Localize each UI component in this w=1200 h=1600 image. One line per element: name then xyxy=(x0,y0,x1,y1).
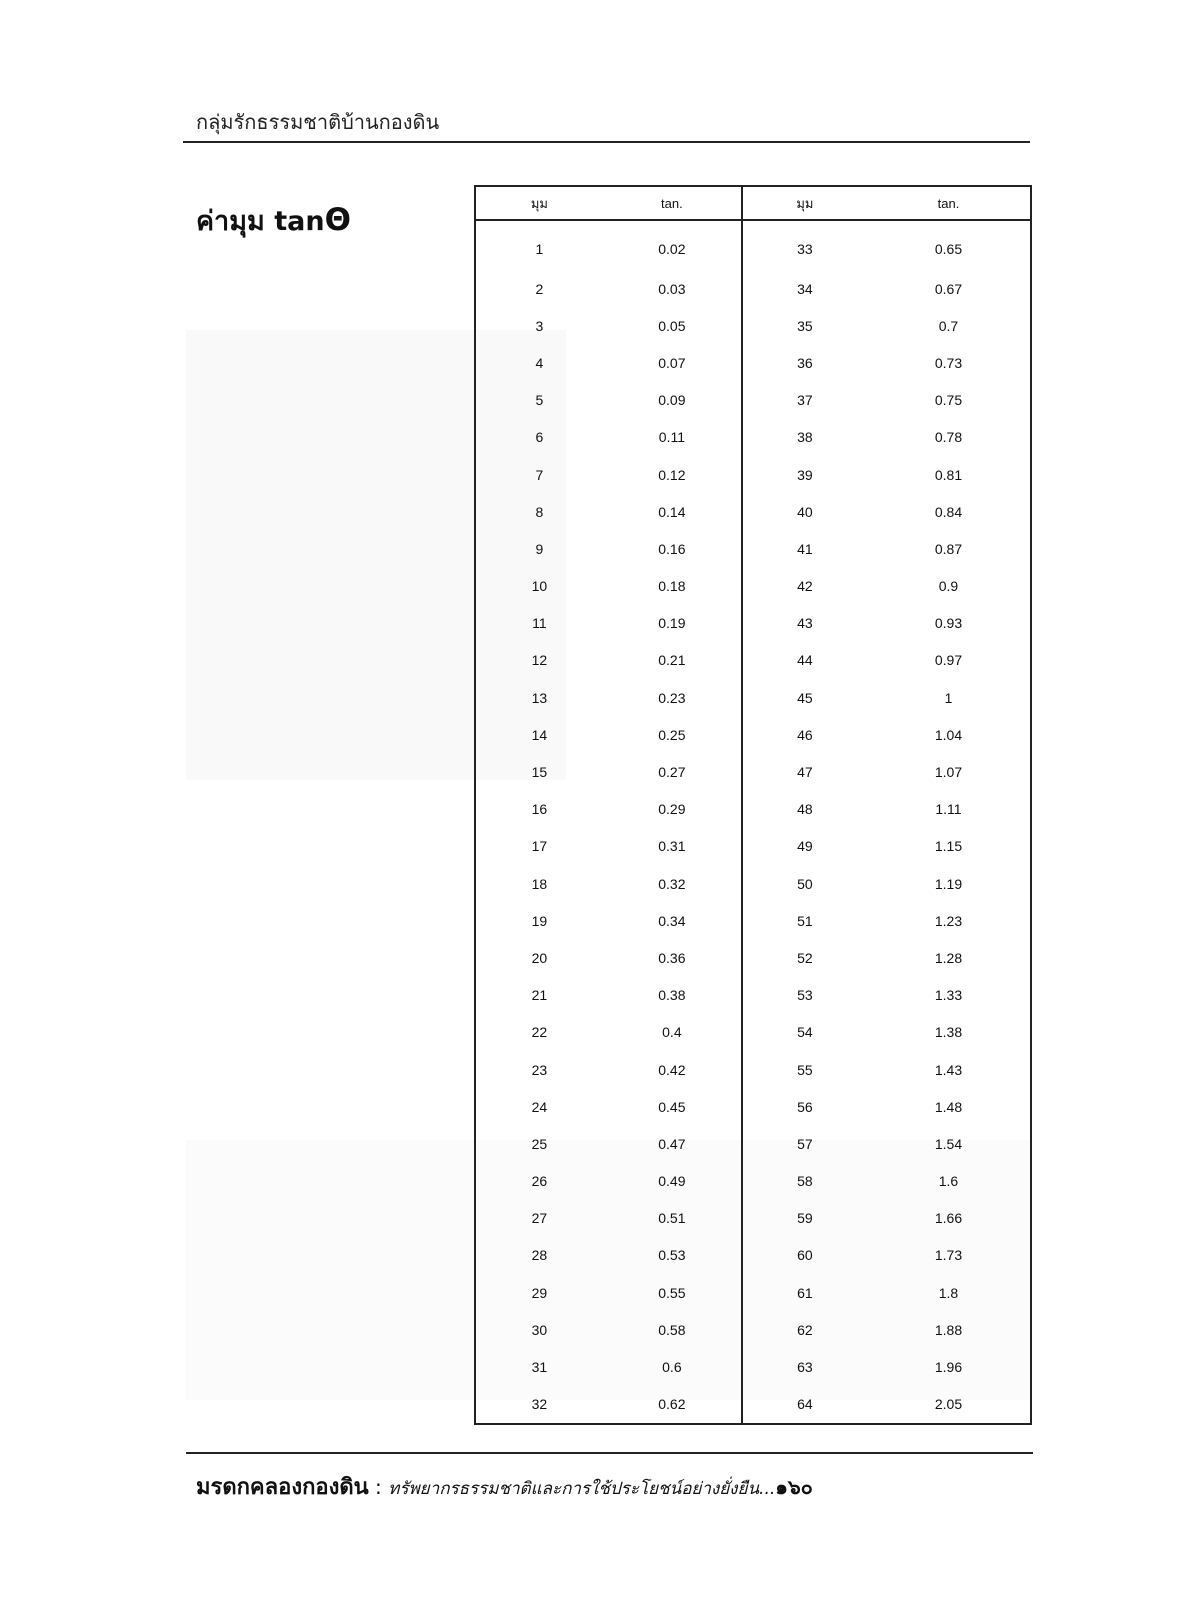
angle-cell: 44 xyxy=(797,652,813,669)
angle-cell: 33 xyxy=(797,240,813,257)
col-header-tan-left: tan. xyxy=(603,186,742,220)
table-row xyxy=(475,939,1031,976)
angle-cell: 18 xyxy=(531,875,548,892)
table-row xyxy=(475,1014,1031,1051)
tan-cell: 0.12 xyxy=(603,456,742,493)
tan-cell: 1.33 xyxy=(934,987,963,1004)
tan-cell: 1.07 xyxy=(934,764,963,781)
tan-cell: 0.31 xyxy=(603,828,742,865)
table-row xyxy=(475,568,1031,605)
tan-cell: 0.65 xyxy=(934,240,963,257)
tan-cell: 1.19 xyxy=(934,875,963,892)
tan-cell: 0.6 xyxy=(603,1348,742,1385)
tan-cell: 0.62 xyxy=(603,1386,742,1424)
angle-cell: 2 xyxy=(535,280,544,297)
table-row xyxy=(475,1311,1031,1348)
angle-cell: 58 xyxy=(797,1173,813,1190)
angle-cell: 63 xyxy=(797,1359,813,1376)
tan-cell: 0.9 xyxy=(938,578,959,595)
footer-book-title: มรดกคลองกองดิน xyxy=(196,1475,369,1500)
table-row xyxy=(475,977,1031,1014)
tan-cell: 0.7 xyxy=(938,317,959,334)
angle-cell: 28 xyxy=(531,1247,548,1264)
tan-cell: 0.19 xyxy=(603,605,742,642)
tan-cell: 0.58 xyxy=(603,1311,742,1348)
tan-cell: 1.73 xyxy=(934,1247,963,1264)
tan-cell: 0.49 xyxy=(603,1163,742,1200)
tan-cell: 0.16 xyxy=(603,530,742,567)
angle-cell: 56 xyxy=(797,1098,813,1115)
tan-cell: 0.75 xyxy=(934,392,963,409)
tan-cell: 0.53 xyxy=(603,1237,742,1274)
angle-cell: 61 xyxy=(797,1284,813,1301)
angle-cell: 19 xyxy=(531,912,548,929)
tan-cell: 0.55 xyxy=(603,1274,742,1311)
angle-cell: 4 xyxy=(535,354,544,371)
col-header-angle-right: มุม xyxy=(742,186,867,220)
tan-cell: 0.23 xyxy=(603,679,742,716)
tan-cell: 2.05 xyxy=(934,1396,963,1413)
tan-cell: 1.15 xyxy=(934,838,963,855)
table-row xyxy=(475,419,1031,456)
section-title-text: ค่ามุม tan xyxy=(196,206,325,237)
theta-symbol: Θ xyxy=(324,202,351,238)
table-row xyxy=(475,1125,1031,1162)
angle-cell: 32 xyxy=(531,1396,548,1413)
table-row xyxy=(475,1163,1031,1200)
tan-cell: 0.42 xyxy=(603,1051,742,1088)
tan-cell: 1.48 xyxy=(934,1098,963,1115)
angle-cell: 11 xyxy=(532,615,547,632)
angle-cell: 24 xyxy=(531,1098,548,1115)
angle-cell: 49 xyxy=(797,838,813,855)
angle-cell: 55 xyxy=(797,1061,813,1078)
angle-cell: 8 xyxy=(535,503,544,520)
angle-cell: 60 xyxy=(797,1247,813,1264)
table-row xyxy=(475,1237,1031,1274)
angle-cell: 13 xyxy=(531,689,548,706)
table-row xyxy=(475,1274,1031,1311)
tan-cell: 0.47 xyxy=(603,1125,742,1162)
angle-cell: 26 xyxy=(531,1173,548,1190)
table-row xyxy=(475,828,1031,865)
angle-cell: 5 xyxy=(535,392,544,409)
tan-cell: 1.96 xyxy=(934,1359,963,1376)
tan-cell: 0.93 xyxy=(934,615,963,632)
angle-cell: 3 xyxy=(535,317,544,334)
tan-cell: 0.25 xyxy=(603,716,742,753)
angle-cell: 52 xyxy=(797,949,813,966)
tan-cell: 0.81 xyxy=(934,466,963,483)
angle-cell: 30 xyxy=(531,1321,548,1338)
table-row xyxy=(475,456,1031,493)
tan-cell: 0.27 xyxy=(603,753,742,790)
angle-cell: 10 xyxy=(531,578,548,595)
angle-cell: 31 xyxy=(531,1359,548,1376)
table-row xyxy=(475,716,1031,753)
running-header: กลุ่มรักธรรมชาติบ้านกองดิน xyxy=(196,110,440,134)
angle-cell: 17 xyxy=(531,838,548,855)
table-row xyxy=(475,220,1031,270)
tan-cell: 0.4 xyxy=(603,1014,742,1051)
table-row xyxy=(475,270,1031,307)
tan-cell: 0.21 xyxy=(603,642,742,679)
table-header-row xyxy=(475,186,1031,220)
col-header-angle-left: มุม xyxy=(475,186,603,220)
tan-cell: 1.38 xyxy=(934,1024,963,1041)
angle-cell: 53 xyxy=(797,987,813,1004)
tan-cell: 0.05 xyxy=(603,307,742,344)
tan-cell: 0.03 xyxy=(603,270,742,307)
tan-cell: 1 xyxy=(944,689,953,706)
angle-cell: 6 xyxy=(535,429,544,446)
page-number: ๑๖๐ xyxy=(775,1475,813,1499)
tan-cell: 1.23 xyxy=(934,912,963,929)
angle-cell: 22 xyxy=(531,1024,548,1041)
col-header-tan-right: tan. xyxy=(867,186,1031,220)
tan-cell: 1.54 xyxy=(934,1135,963,1152)
tan-cell: 0.78 xyxy=(934,429,963,446)
table-row xyxy=(475,1348,1031,1385)
angle-cell: 15 xyxy=(531,764,548,781)
angle-cell: 12 xyxy=(531,652,548,669)
tan-cell: 0.97 xyxy=(934,652,963,669)
angle-cell: 36 xyxy=(797,354,813,371)
angle-cell: 37 xyxy=(797,392,813,409)
table-body xyxy=(475,220,1031,1424)
angle-cell: 48 xyxy=(797,801,813,818)
table-row xyxy=(475,382,1031,419)
tan-cell: 0.07 xyxy=(603,344,742,381)
table-row xyxy=(475,1200,1031,1237)
tan-cell: 0.18 xyxy=(603,568,742,605)
table-row xyxy=(475,865,1031,902)
tan-cell: 1.6 xyxy=(938,1173,959,1190)
tan-cell: 1.04 xyxy=(934,726,963,743)
tan-cell: 0.11 xyxy=(603,419,742,456)
angle-cell: 20 xyxy=(531,949,548,966)
table-row xyxy=(475,753,1031,790)
table-row xyxy=(475,605,1031,642)
angle-cell: 40 xyxy=(797,503,813,520)
table-row xyxy=(475,1051,1031,1088)
angle-cell: 14 xyxy=(531,726,548,743)
tan-cell: 0.87 xyxy=(934,540,963,557)
header-rule xyxy=(183,141,1030,143)
angle-cell: 7 xyxy=(535,466,544,483)
angle-cell: 57 xyxy=(797,1135,813,1152)
table-row xyxy=(475,791,1031,828)
angle-cell: 25 xyxy=(531,1135,548,1152)
table-row xyxy=(475,642,1031,679)
angle-cell: 21 xyxy=(531,987,548,1004)
tan-table xyxy=(474,185,1032,1425)
angle-cell: 1 xyxy=(535,240,544,257)
angle-cell: 9 xyxy=(535,540,544,557)
angle-cell: 39 xyxy=(797,466,813,483)
angle-cell: 23 xyxy=(531,1061,548,1078)
angle-cell: 64 xyxy=(797,1396,813,1413)
angle-cell: 16 xyxy=(531,801,548,818)
angle-cell: 34 xyxy=(797,280,813,297)
tan-cell: 1.43 xyxy=(934,1061,963,1078)
footer-subtitle: ทรัพยากรธรรมชาติและการใช้ประโยชน์อย่างยั่งยืน... xyxy=(388,1479,776,1499)
tan-cell: 0.09 xyxy=(603,382,742,419)
angle-cell: 41 xyxy=(797,540,813,557)
angle-cell: 59 xyxy=(797,1210,813,1227)
tan-cell: 0.38 xyxy=(603,977,742,1014)
table-row xyxy=(475,902,1031,939)
table-row xyxy=(475,1088,1031,1125)
angle-cell: 50 xyxy=(797,875,813,892)
angle-cell: 38 xyxy=(797,429,813,446)
angle-cell: 51 xyxy=(797,912,813,929)
tan-cell: 0.51 xyxy=(603,1200,742,1237)
tan-cell: 0.84 xyxy=(934,503,963,520)
tan-cell: 0.32 xyxy=(603,865,742,902)
angle-cell: 47 xyxy=(797,764,813,781)
table-row xyxy=(475,344,1031,381)
footer-rule xyxy=(186,1452,1033,1454)
tan-cell: 0.67 xyxy=(934,280,963,297)
section-title xyxy=(196,199,351,242)
tan-cell: 0.73 xyxy=(934,354,963,371)
angle-cell: 54 xyxy=(797,1024,813,1041)
running-footer xyxy=(196,1469,813,1504)
tan-cell: 0.29 xyxy=(603,791,742,828)
table-row xyxy=(475,493,1031,530)
tan-cell: 0.45 xyxy=(603,1088,742,1125)
angle-cell: 42 xyxy=(797,578,813,595)
table-row xyxy=(475,1386,1031,1424)
tan-cell: 0.36 xyxy=(603,939,742,976)
footer-separator: : xyxy=(368,1475,389,1499)
angle-cell: 29 xyxy=(531,1284,548,1301)
tan-cell: 1.66 xyxy=(934,1210,963,1227)
table-row xyxy=(475,307,1031,344)
tan-cell: 1.11 xyxy=(935,801,962,818)
tan-cell: 0.02 xyxy=(603,220,742,270)
tan-cell: 0.34 xyxy=(603,902,742,939)
tan-cell: 1.28 xyxy=(934,949,963,966)
angle-cell: 46 xyxy=(797,726,813,743)
tan-cell: 0.14 xyxy=(603,493,742,530)
table-row xyxy=(475,679,1031,716)
angle-cell: 43 xyxy=(797,615,813,632)
tan-cell: 1.88 xyxy=(934,1321,963,1338)
angle-cell: 27 xyxy=(531,1210,548,1227)
tan-cell: 1.8 xyxy=(938,1284,959,1301)
angle-cell: 62 xyxy=(797,1321,813,1338)
angle-cell: 35 xyxy=(797,317,813,334)
table-row xyxy=(475,530,1031,567)
angle-cell: 45 xyxy=(797,689,813,706)
